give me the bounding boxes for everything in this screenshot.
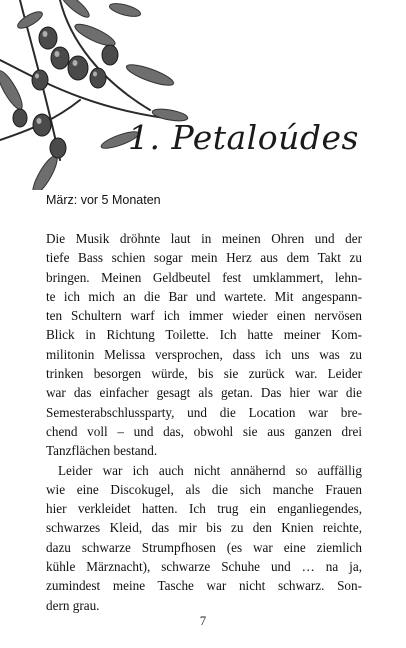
body-line: dazu schwarze Strumpfhosen (es war eine ziemlich — [46, 539, 362, 555]
body-line: ten Schultern warf ich immer wieder einen nervösen — [46, 308, 362, 324]
body-line: wie eine Discokugel, als die sich manche Frauen — [46, 481, 362, 497]
body-line: tiefe Bass schien sogar mein Herz aus dem Takt zu — [46, 250, 362, 266]
page-number: 7 — [199, 614, 207, 628]
body-line: Semesterabschlussparty, und die Location war bre- — [46, 404, 362, 420]
chapter-dateline: März: vor 5 Monaten — [46, 193, 161, 207]
body-line: Blick in Richtung Toilette. Ich hatte meiner Kom- — [46, 327, 362, 343]
body-line: zumindest meine Tasche war nicht schwarz. Son- — [46, 578, 362, 594]
olive-branch-illustration — [0, 0, 190, 190]
body-line: war das einfacher gesagt als getan. Das hier war die — [46, 385, 362, 401]
body-line: kühle Märznacht), schwarze Schuhe und … na ja, — [46, 559, 362, 575]
body-line: chend voll – und das, obwohl sie aus ganzen drei — [46, 423, 362, 439]
body-line: Leider war ich auch nicht annähernd so auffällig — [58, 462, 362, 478]
body-line: schwarzes Kleid, das mir bis zu den Knien reichte, — [46, 520, 362, 536]
body-text — [46, 229, 362, 615]
body-line: bringen. Meinen Geldbeutel fest umklammert, lehn- — [46, 269, 362, 285]
body-line: te ich mich an die Bar und wartete. Mit angespann- — [46, 288, 362, 304]
chapter-title: 1. Petaloúdes — [128, 118, 359, 157]
body-line: trinken besorgen würde, bis sie zurück war. Leider — [46, 366, 362, 382]
body-line: dern grau. — [46, 597, 100, 613]
body-line: Die Musik dröhnte laut in meinen Ohren und der — [46, 231, 362, 246]
body-line: Tanzflächen bestand. — [46, 443, 158, 459]
body-line: militonin Melissa versprochen, dass ich uns was zu — [46, 346, 362, 362]
body-line: hier verkleidet hatten. Ich trug ein enganliegendes, — [46, 501, 362, 517]
